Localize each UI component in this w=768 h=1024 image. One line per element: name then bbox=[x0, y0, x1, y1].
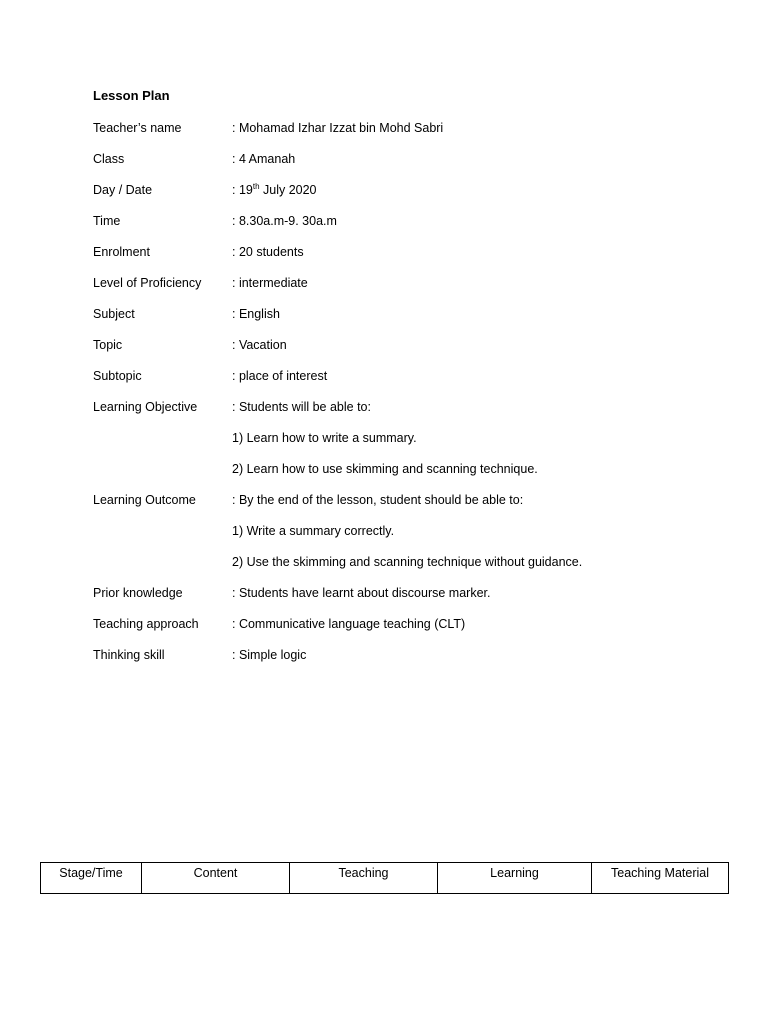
field-value: : 4 Amanah bbox=[232, 152, 296, 166]
column-header-teaching: Teaching bbox=[290, 863, 438, 894]
field-value: : Vacation bbox=[232, 338, 287, 352]
field-label: Class bbox=[93, 152, 125, 166]
field-row-subject bbox=[93, 306, 653, 337]
outcome-item bbox=[93, 523, 653, 554]
field-value: : By the end of the lesson, student should be able to: bbox=[232, 493, 524, 507]
field-label: Subject bbox=[93, 307, 135, 321]
field-value: : 20 students bbox=[232, 245, 304, 259]
field-value: : Students have learnt about discourse marker. bbox=[232, 586, 491, 600]
field-value: : English bbox=[232, 307, 280, 321]
field-label: Teaching approach bbox=[93, 617, 199, 631]
column-header-stage-time: Stage/Time bbox=[41, 863, 142, 894]
date-day: : 19 bbox=[232, 183, 253, 197]
document-title: Lesson Plan bbox=[93, 88, 170, 103]
field-value: : place of interest bbox=[232, 369, 328, 383]
lesson-stages-table bbox=[40, 862, 729, 894]
field-label: Teacher’s name bbox=[93, 121, 182, 135]
field-row-day-date bbox=[93, 182, 653, 213]
field-label: Enrolment bbox=[93, 245, 150, 259]
date-month-year: July 2020 bbox=[259, 183, 317, 197]
table-header-row bbox=[41, 863, 729, 894]
date-ordinal-suffix: th bbox=[252, 181, 260, 191]
field-label: Level of Proficiency bbox=[93, 276, 202, 290]
objective-text: 1) Learn how to write a summary. bbox=[232, 431, 417, 445]
column-header-learning: Learning bbox=[438, 863, 592, 894]
field-row-thinking-skill bbox=[93, 647, 653, 678]
field-row-teaching-approach bbox=[93, 616, 653, 647]
objective-item bbox=[93, 430, 653, 461]
field-label: Topic bbox=[93, 338, 123, 352]
field-label: Subtopic bbox=[93, 369, 142, 383]
field-label: Day / Date bbox=[93, 183, 153, 197]
field-row-enrolment bbox=[93, 244, 653, 275]
field-row-time bbox=[93, 213, 653, 244]
field-label: Learning Objective bbox=[93, 400, 198, 414]
field-row-learning-objective bbox=[93, 399, 653, 430]
lesson-details bbox=[93, 120, 653, 678]
objective-item bbox=[93, 461, 653, 492]
field-value: : Mohamad Izhar Izzat bin Mohd Sabri bbox=[232, 121, 444, 135]
objective-text: 2) Learn how to use skimming and scanning technique. bbox=[232, 462, 538, 476]
field-value bbox=[232, 182, 317, 198]
field-row-prior-knowledge bbox=[93, 585, 653, 616]
column-header-teaching-material: Teaching Material bbox=[592, 863, 729, 894]
field-value: : intermediate bbox=[232, 276, 308, 290]
column-header-content: Content bbox=[142, 863, 290, 894]
field-label: Thinking skill bbox=[93, 648, 165, 662]
field-value: : Communicative language teaching (CLT) bbox=[232, 617, 466, 631]
field-row-class bbox=[93, 151, 653, 182]
outcome-text: 2) Use the skimming and scanning technique without guidance. bbox=[232, 555, 583, 569]
field-row-topic bbox=[93, 337, 653, 368]
field-row-learning-outcome bbox=[93, 492, 653, 523]
field-value: : Simple logic bbox=[232, 648, 307, 662]
field-row-subtopic bbox=[93, 368, 653, 399]
field-label: Time bbox=[93, 214, 121, 228]
field-row-teacher-name bbox=[93, 120, 653, 151]
field-value: : Students will be able to: bbox=[232, 400, 371, 414]
field-row-proficiency bbox=[93, 275, 653, 306]
field-value: : 8.30a.m-9. 30a.m bbox=[232, 214, 337, 228]
outcome-item bbox=[93, 554, 653, 585]
outcome-text: 1) Write a summary correctly. bbox=[232, 524, 395, 538]
field-label: Learning Outcome bbox=[93, 493, 196, 507]
field-label: Prior knowledge bbox=[93, 586, 183, 600]
